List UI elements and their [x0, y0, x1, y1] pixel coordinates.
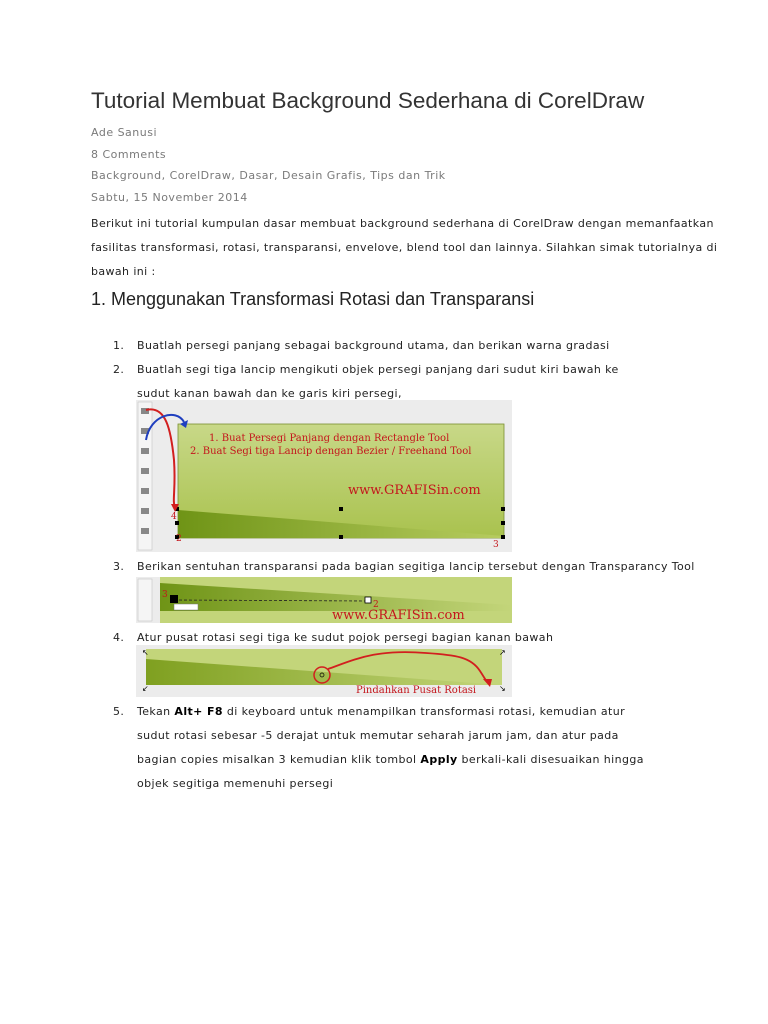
comments-link[interactable]: 8 Comments: [91, 148, 167, 161]
svg-text:↙: ↙: [142, 684, 149, 693]
marker-label: 4: [171, 512, 177, 522]
step-text: Berikan sentuhan transparansi pada bagian segitiga lancip tersebut dengan Transparancy Tool: [137, 560, 695, 573]
post-date: Sabtu, 15 November 2014: [91, 191, 248, 204]
step-number: 1.: [113, 339, 125, 352]
figure-3-image: [136, 645, 512, 697]
step-text: Tekan Alt+ F8 di keyboard untuk menampilkan transformasi rotasi, kemudian atur sudut rotasi sebesar -5 derajat untuk memutar seharah jarum jam, dan atur pada bagian copies misalkan 3 kemudian klik tombol Apply berkali-kali disesuaikan hingga objek segitiga memenuhi persegi: [137, 705, 644, 790]
step-number: 2.: [113, 363, 125, 376]
apply-label: Apply: [420, 753, 458, 766]
step-number: 5.: [113, 705, 125, 718]
watermark: www.GRAFISin.com: [348, 483, 481, 498]
figure-note-2: 2. Buat Segi tiga Lancip dengan Bezier / Freehand Tool: [190, 446, 472, 457]
step-text: Buatlah segi tiga lancip mengikuti objek persegi panjang dari sudut kiri bawah ke sudut kanan bawah dan ke garis kiri persegi,: [137, 363, 619, 400]
svg-text:↘: ↘: [499, 684, 506, 693]
figure-rotation-center: [136, 645, 512, 697]
figure-rectangle-triangle: [136, 400, 512, 552]
step-number: 4.: [113, 631, 125, 644]
figure-note-1: 1. Buat Persegi Panjang dengan Rectangle Tool: [209, 433, 450, 444]
marker-label: 3: [493, 540, 499, 550]
shortcut-key: Alt+ F8: [174, 705, 223, 718]
intro-paragraph: Berikut ini tutorial kumpulan dasar membuat background sederhana di CorelDraw dengan memanfaatkan fasilitas transformasi, rotasi, transparansi, envelove, blend tool dan lainnya. Silahkan simak tutorialnya di bawah ini :: [91, 217, 718, 278]
section-heading: 1. Menggunakan Transformasi Rotasi dan Transparansi: [91, 289, 535, 309]
categories[interactable]: Background, CorelDraw, Dasar, Desain Grafis, Tips dan Trik: [91, 169, 446, 182]
marker-label: 2: [176, 534, 182, 544]
article-title: Tutorial Membuat Background Sederhana di CorelDraw: [91, 88, 645, 113]
svg-text:↗: ↗: [499, 648, 506, 657]
figure-1-image: [136, 400, 512, 552]
svg-text:↖: ↖: [142, 648, 149, 657]
watermark: www.GRAFISin.com: [332, 608, 465, 623]
step-text: Buatlah persegi panjang sebagai background utama, dan berikan warna gradasi: [137, 339, 610, 352]
marker-label: 3: [162, 590, 168, 600]
marker-label: 2: [373, 600, 379, 610]
step-text: Atur pusat rotasi segi tiga ke sudut pojok persegi bagian kanan bawah: [137, 631, 554, 644]
figure-transparency: [136, 577, 512, 623]
step-number: 3.: [113, 560, 125, 573]
author-link[interactable]: Ade Sanusi: [91, 126, 158, 139]
figure-2-image: [136, 577, 512, 623]
figure-caption: Pindahkan Pusat Rotasi: [356, 685, 477, 696]
